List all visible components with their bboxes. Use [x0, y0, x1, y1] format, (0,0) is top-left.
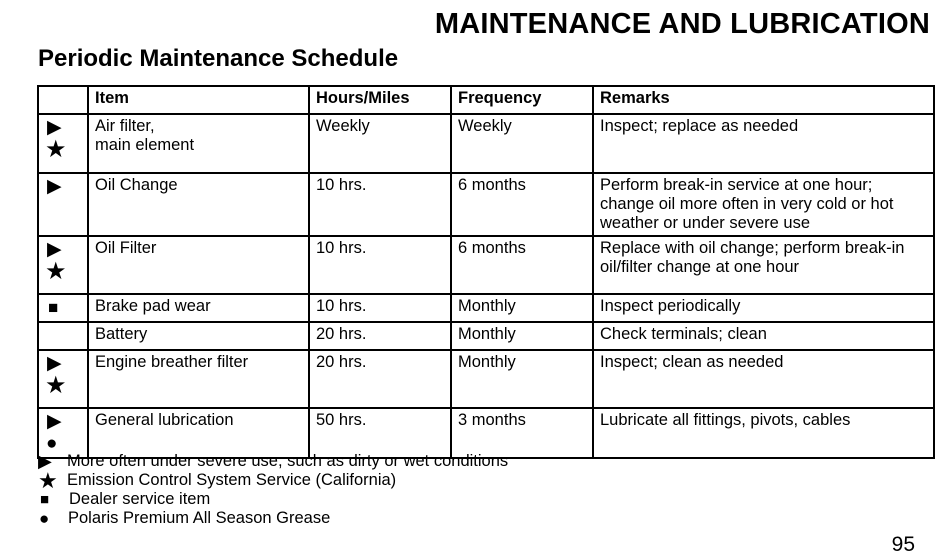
triangle-right-icon: ▶ — [47, 411, 62, 432]
item-cell: Air filter, main element — [88, 114, 309, 173]
item-cell: Brake pad wear — [88, 294, 309, 322]
hours-cell: 50 hrs. — [309, 408, 451, 458]
maintenance-schedule-table — [37, 85, 935, 459]
item-cell: Battery — [88, 322, 309, 350]
table-row — [38, 294, 934, 322]
table-row — [38, 173, 934, 236]
column-header-symbol — [38, 86, 88, 114]
hours-cell: 10 hrs. — [309, 173, 451, 236]
column-header-remarks: Remarks — [593, 86, 934, 114]
star-icon: ★ — [45, 136, 67, 163]
frequency-cell: 6 months — [451, 173, 593, 236]
column-header-hours: Hours/Miles — [309, 86, 451, 114]
frequency-cell: Monthly — [451, 350, 593, 408]
table-row — [38, 236, 934, 294]
legend-text: Dealer service item — [69, 490, 211, 508]
symbol-cell — [38, 350, 88, 408]
legend-item — [38, 468, 508, 493]
table-row — [38, 114, 934, 173]
triangle-right-icon: ▶ — [47, 176, 62, 197]
hours-cell: Weekly — [309, 114, 451, 173]
item-cell: Oil Change — [88, 173, 309, 236]
symbol-cell — [38, 294, 88, 322]
item-cell: Oil Filter — [88, 236, 309, 294]
remarks-cell: Inspect periodically — [593, 294, 934, 322]
remarks-cell: Check terminals; clean — [593, 322, 934, 350]
triangle-right-icon: ▶ — [47, 239, 62, 260]
square-icon: ■ — [48, 298, 59, 317]
symbol-cell — [38, 173, 88, 236]
legend-text: More often under severe use, such as dirty or wet conditions — [67, 452, 509, 470]
star-icon: ★ — [45, 372, 67, 399]
star-icon: ★ — [45, 258, 67, 285]
remarks-cell: Inspect; replace as needed — [593, 114, 934, 173]
table-row — [38, 408, 934, 458]
table-header-row — [38, 86, 934, 114]
symbol-cell — [38, 114, 88, 173]
triangle-right-icon: ▶ — [47, 117, 62, 138]
legend-item — [38, 452, 508, 471]
table-row — [38, 322, 934, 350]
frequency-cell: Weekly — [451, 114, 593, 173]
item-cell: Engine breather filter — [88, 350, 309, 408]
legend-text: Polaris Premium All Season Grease — [68, 509, 331, 527]
triangle-right-icon: ▶ — [38, 451, 52, 471]
legend-text: Emission Control System Service (California) — [67, 471, 397, 489]
page-number: 95 — [891, 533, 915, 556]
remarks-cell: Inspect; clean as needed — [593, 350, 934, 408]
hours-cell: 20 hrs. — [309, 350, 451, 408]
legend-item — [38, 509, 508, 528]
legend-item — [38, 490, 508, 509]
symbol-legend — [38, 452, 508, 528]
frequency-cell: Monthly — [451, 322, 593, 350]
frequency-cell: 6 months — [451, 236, 593, 294]
remarks-cell: Perform break-in service at one hour; change oil more often in very cold or hot weather or under severe use — [593, 173, 934, 236]
circle-icon: ● — [39, 509, 50, 528]
page-subtitle: Periodic Maintenance Schedule — [38, 45, 399, 72]
frequency-cell: 3 months — [451, 408, 593, 458]
symbol-cell — [38, 236, 88, 294]
remarks-cell: Lubricate all fittings, pivots, cables — [593, 408, 934, 458]
hours-cell: 10 hrs. — [309, 236, 451, 294]
square-icon: ■ — [40, 491, 50, 508]
star-icon: ★ — [38, 468, 58, 493]
column-header-item: Item — [88, 86, 309, 114]
hours-cell: 10 hrs. — [309, 294, 451, 322]
circle-icon: ● — [46, 433, 58, 454]
hours-cell: 20 hrs. — [309, 322, 451, 350]
remarks-cell: Replace with oil change; perform break-in oil/filter change at one hour — [593, 236, 934, 294]
triangle-right-icon: ▶ — [47, 353, 62, 374]
column-header-frequency: Frequency — [451, 86, 593, 114]
table-row — [38, 350, 934, 408]
frequency-cell: Monthly — [451, 294, 593, 322]
symbol-cell — [38, 322, 88, 350]
section-title: MAINTENANCE AND LUBRICATION — [434, 8, 930, 40]
item-cell: General lubrication — [88, 408, 309, 458]
